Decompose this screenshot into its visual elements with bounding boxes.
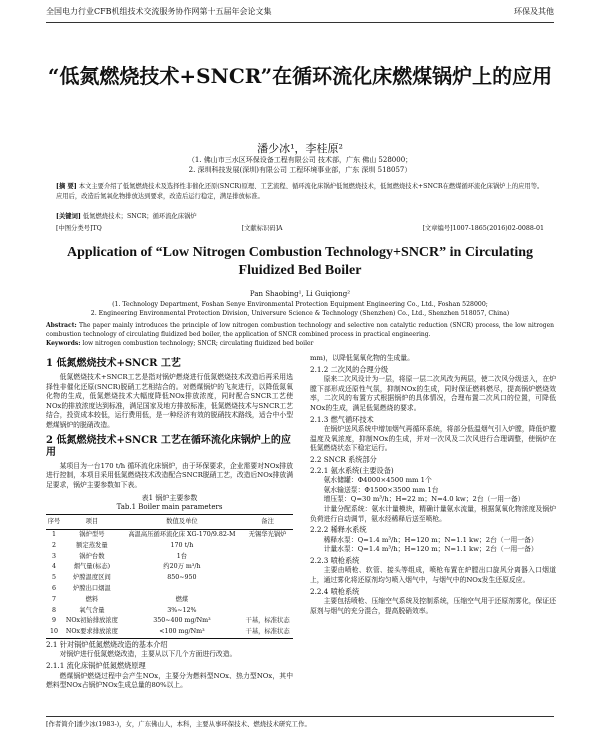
table-row [46,627,293,638]
abstract-en-text: The paper mainly introduces the principle of low nitrogen combustion technology and selective non catalytic reduction (SNCR) process, the low nitrogen combustion technology of circulating fluidized bed boiler, the application of SNCR combined process in practical engineering. [46,322,554,338]
table-row [46,562,293,573]
table-cell [242,584,293,595]
table-cell: 3%~12% [167,606,197,614]
table-cell: 6 [52,585,57,593]
header-right: 环保及其他 [514,7,554,16]
right-column [310,354,556,616]
title-en: Application of “Low Nitrogen Combustion Technology+SNCR” in Circulating Fluidized Bed Boiler [66,245,534,278]
table-row [46,541,293,552]
table-cell [242,562,293,573]
section-2-2-title: 2.2 SNCR 系统部分 [310,454,377,464]
table-header-cell: 序号 [46,515,62,530]
section-2-2-4-paragraph: 主要包括喷枪、压缩空气系统及控制系统，压缩空气用于还原剂雾化，保证还原剂与烟气的充分混合，提高脱硝效率。 [310,597,556,615]
table-cell: 炉膛出口烟温 [73,585,111,593]
ammonia-item: 计量分配系统：氨水计量模块，精确计量氨水流量，根据氮氧化物浓度及锅炉负荷进行自动调节，氨水经稀释后送至喷枪。 [310,504,556,523]
doc-code: [文献标识码]A [241,225,283,232]
keywords-cn-text: 低氮燃烧技术；SNCR；循环流化床锅炉 [82,213,197,220]
section-2-1-1-title: 2.1.1 流化床锅炉低氮燃烧原理 [46,660,146,670]
ammonia-item: 氨水输送泵：Φ1500×3500 mm 1台 [323,485,439,494]
section-2-2-3-title: 2.2.3 喷枪系统 [310,555,360,565]
section-2-2-3-paragraph: 主要由喷枪、软管、接头等组成，喷枪布置在炉膛出口旋风分离器入口烟道上，通过雾化将还原剂均匀喷入烟气中，与烟气中的NOx发生还原反应。 [310,566,556,585]
table-caption [46,494,293,512]
table-cell [242,573,293,584]
table-cell: 干基，标准状态 [242,627,293,638]
table-cell: 约20万 m³/h [163,563,201,571]
table-header-cell: 数值及单位 [122,515,242,530]
section-2-1-title: 2.1 针对锅炉低氮燃烧改造的基本介绍 [46,639,168,649]
table-row [46,616,293,627]
section-1-paragraph: 低氮燃烧技术+SNCR工艺是指对锅炉燃烧进行低氮燃烧技术改造后再采用选择性非催化还原(SNCR)脱硝工艺相结合的。对燃煤锅炉的飞灰进行，以降低氮氧化物的生成，低氮燃烧技术大幅度降低NOx排放浓度，同时配合SNCR工艺使NOx的排放浓度达到标准，满足国家及地方排放标准，低氮燃烧技术与SNCR工艺结合，投资成本较低，运行费用低，是一种经济有效的脱硝技术路线，适合中小型燃煤锅炉的脱硝改造。 [46,373,293,429]
clc-number: [中图分类号]TQ [56,225,102,232]
classification-line [56,223,544,232]
table-cell: 燃煤 [175,595,189,603]
keywords-cn [56,211,544,220]
table-cell: 2 [52,541,57,549]
ammonia-item: 增压泵：Q=30 m³/h；H=22 m；N=4.0 kw；2台（一用一备） [323,495,525,504]
affiliation-en-2: 2. Engineering Environmental Protection Division, Universure Science & Technology (Shenzhen) Co., Ltd., Shenzhen 518057, China) [90,310,510,317]
abstract-en-label: Abstract: [46,322,77,329]
section-1-title: 1 低氮燃烧技术+SNCR 工艺 [46,358,181,369]
section-2-2-2-title: 2.2.2 稀释水系统 [310,525,367,535]
table-cell: 燃料 [85,595,99,603]
keywords-cn-label: [关键词] [56,213,81,220]
table-header-cell: 备注 [242,515,293,530]
ammonia-item: 氨水储罐：Φ4000×4500 mm 1个 [323,476,432,485]
authors-cn: 潘少冰¹，李桂原² [257,142,343,155]
table-row [46,573,293,584]
keywords-en-text: low nitrogen combustion technology; SNCR; circulating fluidized bed boiler [82,340,314,347]
table-row [46,529,293,540]
table-row [46,605,293,616]
table-caption-cn: 表1 锅炉主要参数 [141,494,198,503]
table-cell: 氧气含量 [79,606,105,614]
table-cell [122,584,242,595]
section-2-1-paragraph: 对锅炉进行低氮燃烧改造，主要从以下几个方面进行改造。 [59,650,237,659]
table-header-row [46,515,293,530]
table-cell: NOx初始排放浓度 [65,617,118,625]
header-left: 全国电力行业CFB机组技术交流服务协作网第十五届年会论文集 [46,7,272,16]
left-column [46,354,293,691]
table-row [46,552,293,563]
table-cell: 锅炉台数 [79,552,105,560]
table-row [46,584,293,595]
table-cell [242,541,293,552]
abstract-cn [56,182,544,201]
section-2-title: 2 低氮燃烧技术+SNCR 工艺在循环流化床锅炉上的应用 [46,434,291,458]
table-cell: 9 [52,617,57,625]
table-cell: 10 [46,627,62,638]
section-2-1-3-title: 2.1.3 燃气循环技术 [310,414,374,424]
affiliation-cn-2: 2. 深圳科技发展(深圳)有限公司 工程环境事业部，广东 深圳 518057） [188,166,412,174]
table-cell: 170 t/h [170,541,194,549]
section-2-paragraph: 某项目为一台170 t/h 循环流化床锅炉，由于环保要求，企业需要对NOx排放进行控制，本项目采用低氮燃烧技术改造配合SNCR脱硝工艺，改造后NOx排放满足要求，锅炉主要参数如下表。 [46,461,293,489]
affiliations-cn [60,155,540,175]
table-cell: 1 [52,531,57,539]
table-cell: 烟气量(标态) [73,563,111,571]
table-cell: 高温高压循环流化床 XG-170/9.82-M [128,531,236,539]
running-header [46,6,554,23]
table-cell: 1台 [176,552,188,560]
table-header-cell: 项目 [62,515,122,530]
author-footnote: [作者简介]潘少冰(1983-)，女，广东佛山人，本科，主要从事环保技术、燃烧技术研究工作。 [46,716,554,728]
table-cell: NOx要求排放浓度 [62,627,122,638]
table-cell: 干基，标准状态 [245,617,290,625]
section-2-1-1-paragraph: 燃煤锅炉燃烧过程中会产生NOx，主要分为燃料型NOx、热力型NOx，其中燃料型NOx占锅炉NOx生成总量的80%以上。 [46,671,293,690]
abstract-en [46,322,554,339]
affiliation-en-1: (1. Technology Department, Foshan Senye Environmental Protection Equipment Engineering Co., Ltd., Foshan 528000; [112,301,488,308]
table-cell: 炉膛温度区间 [73,574,111,582]
table-cell: 无锡华光锅炉 [248,531,287,539]
article-number: [文章编号]1007-1865(2016)02-0088-01 [422,225,544,232]
table-row [46,595,293,606]
title-cn: “低氮燃烧技术+SNCR”在循环流化床燃煤锅炉上的应用 [47,64,553,88]
dilution-item: 稀释水泵：Q=1.4 m³/h；H=120 m；N=1.1 kw；2台（一用一备） [323,535,538,544]
abstract-cn-text: 本文主要介绍了低氮燃烧技术及选择性非催化还原(SNCR)原理、工艺流程、循环流化床锅炉低氮燃烧技术，低氮燃烧技术+SNCR在燃煤循环流化床锅炉上的应用等。应用后，改造后氮氧化物排放达到要求，改造后运行稳定，满足排放标准。 [56,183,544,200]
table-cell: 7 [52,595,57,603]
table-cell: 350~400 mg/Nm³ [153,617,211,625]
keywords-en [46,340,554,347]
table-cell: 8 [52,606,57,614]
table-cell: 850~950 [167,574,197,582]
dilution-item: 计量水泵：Q=1.4 m³/h；H=120 m；N=1.1 kw；2台（一用一备） [323,545,538,554]
affiliations-en [46,300,554,318]
table-cell: 额定蒸发量 [76,541,108,549]
abstract-cn-label: [摘 要] [56,183,77,190]
table-body [46,529,293,638]
table-cell: 锅炉型号 [79,531,105,539]
section-2-2-1-title: 2.2.1 氨水系统(主要设备) [310,465,394,475]
section-2-1-2-title: 2.1.2 二次风的合理分级 [310,364,389,374]
table-cell: 3 [52,552,57,560]
affiliation-cn-1: （1. 佛山市三水区环保设备工程有限公司 技术部，广东 佛山 528000； [187,156,413,164]
table-cell: <100 mg/Nm³ [122,627,242,638]
boiler-parameters-table [46,514,293,638]
table-cell [242,605,293,616]
table-caption-en: Tab.1 Boiler main parameters [116,503,223,512]
table-cell: 5 [52,574,57,582]
table-cell: 4 [52,563,57,571]
continuation-text: mm)，以降低氮氧化物的生成量。 [310,354,414,362]
authors-en: Pan Shaobing¹, Li Guiqiong² [249,290,351,298]
table-cell [242,595,293,606]
section-2-1-2-paragraph: 原来二次风设计为一层，将原一层二次风改为两层，使二次风分级送入，在炉膛下部形成还原性气氛，抑制NOx的生成，同时保证燃料燃尽，提高锅炉燃烧效率，二次风的布置方式根据锅炉的具体情况，合理布置二次风口的位置，可降低NOx的生成，满足低氮燃烧的要求。 [310,375,556,412]
keywords-en-label: Keywords: [46,340,81,347]
section-2-1-3-paragraph: 在锅炉送风系统中增加烟气再循环系统，将部分低温烟气引入炉膛，降低炉膛温度及氧浓度，抑制NOx的生成，并对一次风及二次风进行合理调整，使锅炉在低氮燃烧状态下稳定运行。 [310,425,556,453]
table-cell [242,552,293,563]
section-2-2-4-title: 2.2.4 喷枪系统 [310,586,360,596]
